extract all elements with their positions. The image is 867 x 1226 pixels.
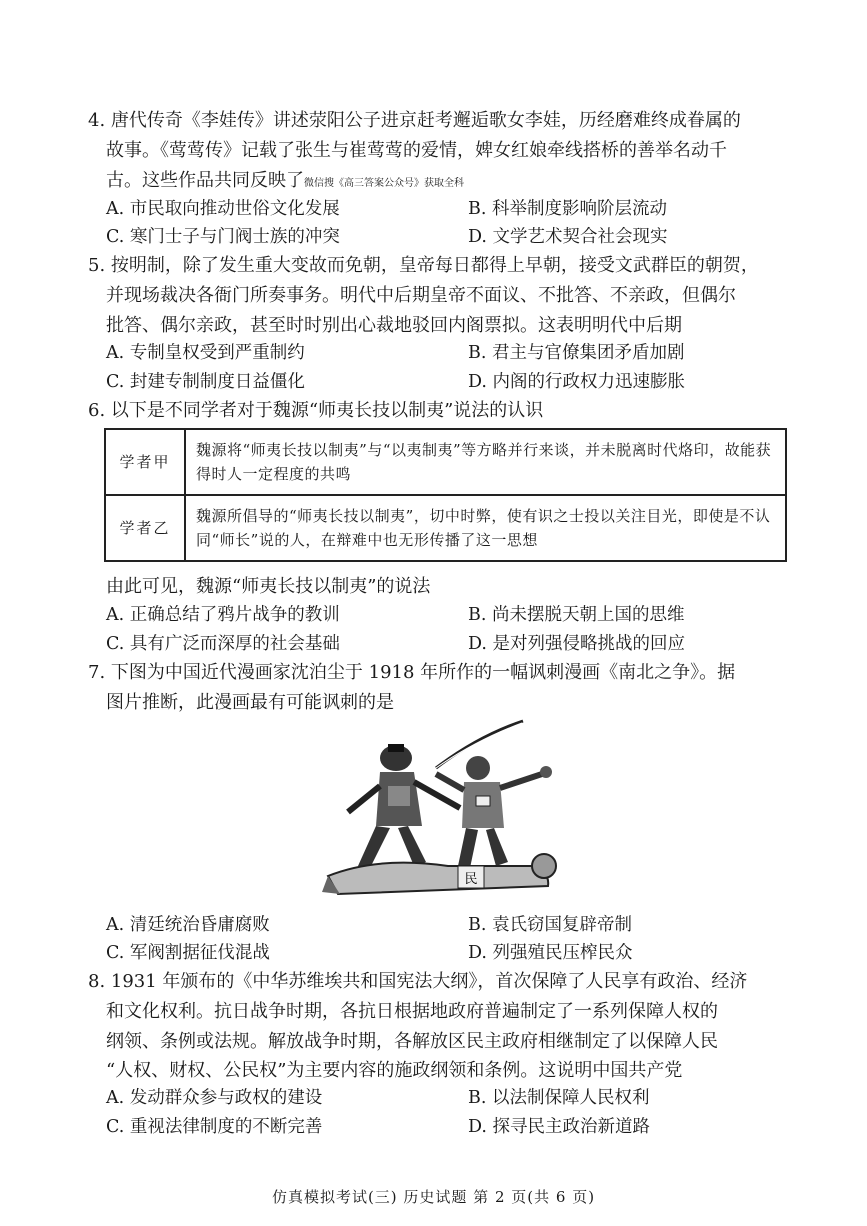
q4-line-3 — [106, 168, 464, 197]
q8-line-2: 和文化权利。抗日战争时期，各抗日根据地政府普遍制定了一系列保障人权的 — [106, 1001, 718, 1022]
q4-line-1: 4. 唐代传奇《李娃传》讲述荥阳公子进京赶考邂逅歌女李娃，历经磨难终成眷属的 — [88, 110, 741, 131]
q5-option-b: B. 君主与官僚集团矛盾加剧 — [468, 343, 685, 363]
q6-option-c: C. 具有广泛而深厚的社会基础 — [106, 634, 340, 654]
cartoon-image — [318, 716, 568, 906]
q4-option-b: B. 科举制度影响阶层流动 — [468, 199, 667, 219]
scholar-view-a: 魏源将“师夷长技以制夷”与“以夷制夷”等方略并行来谈，并未脱离时代烙印，故能获得时人一定程度的共鸣 — [185, 429, 786, 495]
q7-option-a: A. 清廷统治昏庸腐败 — [106, 915, 270, 935]
q4-option-d: D. 文学艺术契合社会现实 — [468, 227, 668, 247]
q7-option-c: C. 军阀割据征伐混战 — [106, 943, 270, 963]
table-row — [105, 495, 786, 561]
q7-line-1: 7. 下图为中国近代漫画家沈泊尘于 1918 年所作的一幅讽刺漫画《南北之争》。据 — [88, 662, 736, 683]
q5-option-c: C. 封建专制制度日益僵化 — [106, 372, 305, 392]
page-footer: 仿真模拟考试(三) 历史试题 第 2 页(共 6 页) — [271, 1188, 596, 1206]
q8-line-3: 纲领、条例或法规。解放战争时期，各解放区民主政府相继制定了以保障人民 — [106, 1031, 718, 1052]
q8-option-d: D. 探寻民主政治新道路 — [468, 1117, 651, 1137]
watermark-text: 微信搜《高三答案公众号》获取全科 — [304, 178, 464, 189]
q7-line-2: 图片推断，此漫画最有可能讽刺的是 — [106, 692, 394, 713]
q6-option-d: D. 是对列强侵略挑战的回应 — [468, 634, 686, 654]
q7-option-b: B. 袁氏窃国复辟帝制 — [468, 915, 632, 935]
q6-conclusion: 由此可见，魏源“师夷长技以制夷”的说法 — [106, 576, 431, 597]
q4-option-a: A. 市民取向推动世俗文化发展 — [106, 199, 340, 219]
q6-line-1: 6. 以下是不同学者对于魏源“师夷长技以制夷”说法的认识 — [88, 400, 544, 421]
q6-option-a: A. 正确总结了鸦片战争的教训 — [106, 605, 340, 625]
table-row — [105, 429, 786, 495]
q8-line-4: “人权、财权、公民权”为主要内容的施政纲领和条例。这说明中国共产党 — [106, 1060, 683, 1081]
q8-line-1: 8. 1931 年颁布的《中华苏维埃共和国宪法大纲》，首次保障了人民享有政治、经济 — [88, 971, 748, 992]
q5-line-3: 批答、偶尔亲政，甚至时时别出心裁地驳回内阁票拟。这表明明代中后期 — [106, 315, 682, 336]
q4-option-c: C. 寒门士子与门阀士族的冲突 — [106, 227, 340, 247]
q5-option-a: A. 专制皇权受到严重制约 — [106, 343, 305, 363]
q5-line-2: 并现场裁决各衙门所奏事务。明代中后期皇帝不面议、不批答、不亲政，但偶尔 — [106, 285, 736, 306]
q8-option-c: C. 重视法律制度的不断完善 — [106, 1117, 323, 1137]
q8-option-b: B. 以法制保障人民权利 — [468, 1088, 650, 1108]
scholar-name-a: 学者甲 — [105, 429, 185, 495]
scholar-table — [104, 428, 787, 562]
q7-option-d: D. 列强殖民压榨民众 — [468, 943, 633, 963]
cartoon-label: 民 — [464, 872, 478, 887]
q6-option-b: B. 尚未摆脱天朝上国的思维 — [468, 605, 685, 625]
scholar-name-b: 学者乙 — [105, 495, 185, 561]
q5-line-1: 5. 按明制，除了发生重大变故而免朝，皇帝每日都得上早朝，接受文武群臣的朝贺， — [88, 255, 759, 276]
q5-option-d: D. 内阁的行政权力迅速膨胀 — [468, 372, 686, 392]
scholar-view-b: 魏源所倡导的“师夷长技以制夷”，切中时弊，使有识之士投以关注目光，即使是不认同“师长”说的人，在辩难中也无形传播了这一思想 — [185, 495, 786, 561]
q4-line-2: 故事。《莺莺传》记载了张生与崔莺莺的爱情，婢女红娘牵线搭桥的善举名动千 — [106, 140, 727, 161]
q4-line-3-text: 古。这些作品共同反映了 — [106, 170, 304, 191]
q8-option-a: A. 发动群众参与政权的建设 — [106, 1088, 323, 1108]
